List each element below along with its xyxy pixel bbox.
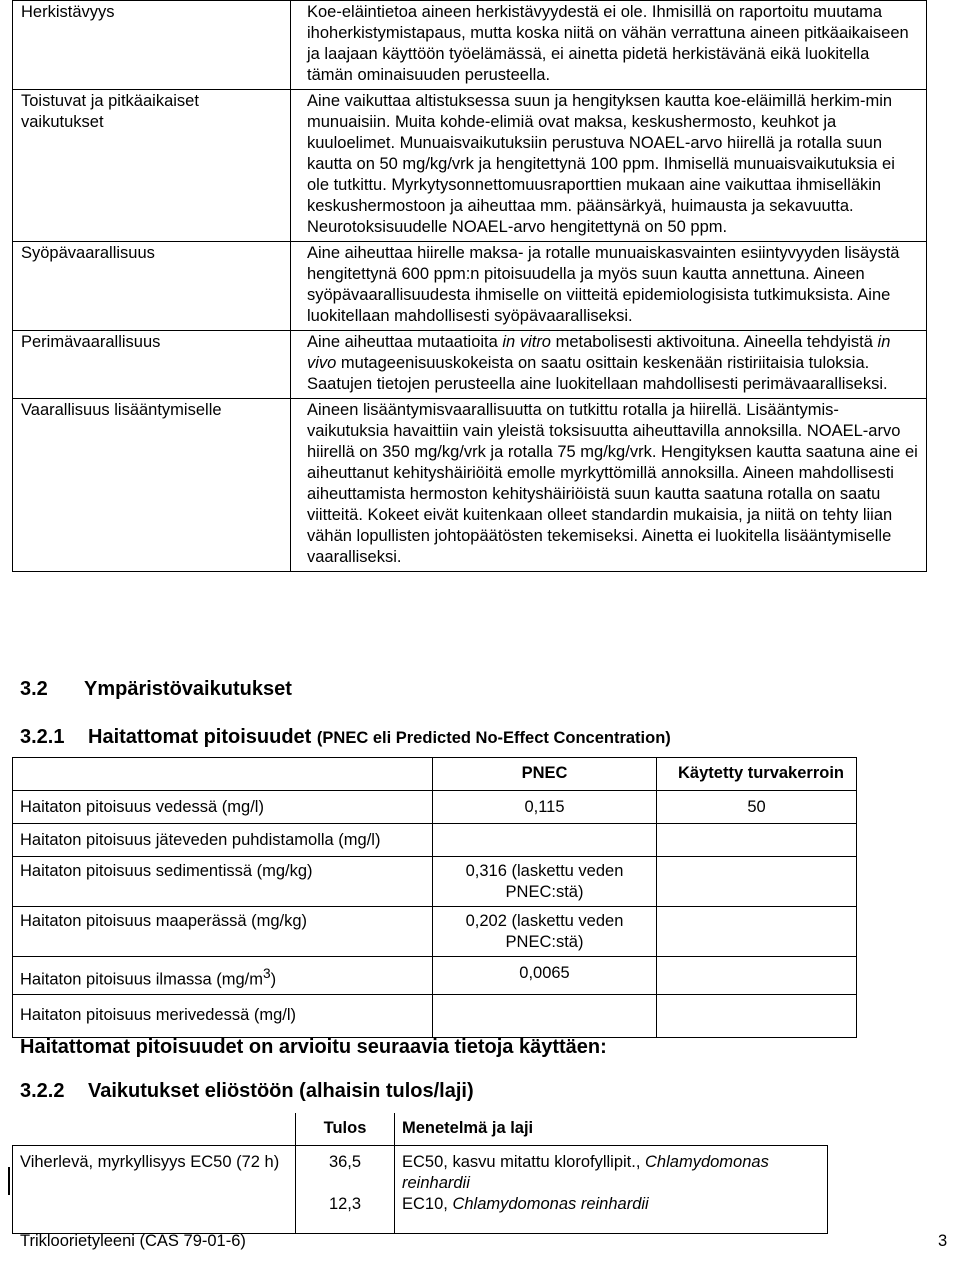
section-number: 3.2: [20, 678, 48, 700]
method-line: [402, 1152, 820, 1194]
table-header-row: [13, 1113, 828, 1145]
change-bar: [8, 1167, 10, 1195]
section-number: 3.2.2: [20, 1080, 65, 1102]
hazard-label: Vaarallisuus lisääntymiselle: [13, 399, 291, 572]
section-title: Vaikutukset eliöstöön (alhaisin tulos/laji): [88, 1080, 474, 1102]
hazard-row: [13, 90, 927, 242]
text-part: Aine aiheuttaa mutaatioita: [307, 333, 503, 351]
method-cell: [395, 1145, 828, 1233]
factor-value: [657, 824, 857, 857]
table-header-cell: Käytetty turvakerroin: [657, 758, 857, 791]
table-row: [13, 907, 857, 957]
section-number: 3.2.1: [20, 726, 65, 748]
factor-value: 50: [657, 791, 857, 824]
label-text: Haitaton pitoisuus ilmassa (mg/m: [20, 970, 264, 989]
hazard-label: Herkistävyys: [13, 1, 291, 90]
method-line: [402, 1194, 820, 1215]
hazard-text: Aine aiheuttaa hiirelle maksa- ja rotalle munuaiskasvainten esiintyvyyden lisäystä hengitettynä 600 ppm:n pitoisuudella ja myös suun kautta annettuna. Aineen syöpävaarallisuudesta ihmiselle on viitteitä epidemiologisista tutkimuksista. Aine luokitellaan mahdollisesti syöpävaaralliseksi.: [291, 242, 927, 331]
italic-term: in vivo: [307, 333, 891, 372]
sources-paragraph: Haitattomat pitoisuudet on arvioitu seuraavia tietoja käyttäen:: [20, 1036, 607, 1058]
result-values: [296, 1145, 395, 1233]
table-header-cell: Tulos: [296, 1113, 395, 1145]
factor-value: [657, 957, 857, 995]
result-value: 36,5: [328, 1152, 362, 1171]
table-row: [13, 824, 857, 857]
table-row: [13, 1145, 828, 1233]
pnec-value: 0,316 (laskettu veden PNEC:stä): [433, 857, 657, 907]
table-row: [13, 791, 857, 824]
row-label: [13, 957, 433, 995]
section-subtitle: (PNEC eli Predicted No-Effect Concentration): [316, 729, 671, 747]
factor-value: [657, 857, 857, 907]
table-header-cell: Menetelmä ja laji: [395, 1113, 828, 1145]
factor-value: [657, 994, 857, 1037]
text-part: metabolisesti aktivoituna. Aineella tehdyistä: [551, 333, 878, 351]
row-label: Haitaton pitoisuus vedessä (mg/l): [13, 791, 433, 824]
hazard-row: [13, 331, 927, 399]
hazard-table: [12, 0, 927, 572]
row-label: Viherlevä, myrkyllisyys EC50 (72 h): [13, 1145, 296, 1233]
species-name: Chlamydomonas reinhardii: [402, 1152, 769, 1192]
method-prefix: EC50, kasvu mitattu klorofyllipit.,: [402, 1152, 646, 1171]
row-label: Haitaton pitoisuus maaperässä (mg/kg): [13, 907, 433, 957]
row-label: Haitaton pitoisuus sedimentissä (mg/kg): [13, 857, 433, 907]
section-title: Haitattomat pitoisuudet: [88, 726, 312, 748]
pnec-value: 0,202 (laskettu veden PNEC:stä): [433, 907, 657, 957]
table-header-cell: PNEC: [433, 758, 657, 791]
hazard-label: Syöpävaarallisuus: [13, 242, 291, 331]
result-value: 12,3: [328, 1194, 362, 1213]
hazard-text: Aine vaikuttaa altistuksessa suun ja hengityksen kautta koe-eläimillä herkim-min munuaisiin. Muita kohde-elimiä ovat maksa, keskushermosto, keuhkot ja kuuloelimet. Munuaisvaikutuksiin perustuva NOAEL-arvo hiirellä ja rotalla suun kautta on 50 mg/kg/vrk ja hengitettynä 100 ppm. Ihmisellä munuaisvaikutuksia ei ole tutkittu. Myrkytysonnettomuusraporttien mukaan aine vaikuttaa ihmiselläkin keskushermostoon ja aiheuttaa mm. päänsärkyä, huimausta ja sekavuutta. Neurotoksisuudelle NOAEL-arvo hengitettynä on 50 ppm.: [291, 90, 927, 242]
section-heading-3-2: [20, 678, 292, 701]
pnec-value: [433, 994, 657, 1037]
row-label: Haitaton pitoisuus merivedessä (mg/l): [13, 994, 433, 1037]
hazard-label: Perimävaarallisuus: [13, 331, 291, 399]
table-row: [13, 857, 857, 907]
hazard-row: [13, 242, 927, 331]
table-header-cell: [13, 758, 433, 791]
hazard-text: Aineen lisääntymisvaarallisuutta on tutkittu rotalla ja hiirellä. Lisääntymis-vaikutuksia havaittiin vain yleistä toksisuutta aiheuttavilla annoksilla. NOAEL-arvo hiirellä on 350 mg/kg/vrk ja rotalla 75 mg/kg/vrk. Hengityksen kautta saatuna aine ei aiheuttanut kehityshäiriöitä emolle myrkyttömillä annoksilla. Aineen mahdollisesti aiheuttamista hermoston kehityshäiriöistä suun kautta saatuna rotalla on saatu viitteitä. Kokeet eivät kuitenkaan olleet standardin mukaisia, ja niitä on tehty liian vähän lopullisten johtopäätösten tekemiseksi. Ainetta ei luokitella lisääntymiselle vaaralliseksi.: [291, 399, 927, 572]
superscript: 3: [263, 966, 271, 981]
table-header-row: [13, 758, 857, 791]
section-heading-3-2-1: [20, 726, 671, 749]
table-header-cell: [13, 1113, 296, 1145]
ecotox-table: [12, 1113, 828, 1234]
hazard-text: [291, 331, 927, 399]
section-heading-3-2-2: [20, 1080, 474, 1103]
table-row: [13, 957, 857, 995]
hazard-label: Toistuvat ja pitkäaikaiset vaikutukset: [13, 90, 291, 242]
row-label: Haitaton pitoisuus jäteveden puhdistamolla (mg/l): [13, 824, 433, 857]
pnec-value: 0,0065: [433, 957, 657, 995]
section-title: Ympäristövaikutukset: [84, 678, 292, 700]
hazard-row: [13, 399, 927, 572]
italic-term: in vitro: [502, 333, 551, 351]
species-name: Chlamydomonas reinhardii: [452, 1194, 649, 1213]
pnec-value: [433, 824, 657, 857]
footer-title: Trikloorietyleeni (CAS 79-01-6): [20, 1232, 246, 1250]
page-number: 3: [938, 1232, 948, 1250]
pnec-value: 0,115: [433, 791, 657, 824]
table-row: [13, 994, 857, 1037]
factor-value: [657, 907, 857, 957]
pnec-table: [12, 757, 857, 1038]
hazard-row: [13, 1, 927, 90]
text-part: mutageenisuuskokeista on saatu osittain keskenään ristiriitaisia tuloksia. Saatujen tietojen perusteella aine luokitellaan mahdollisesti perimävaaralliseksi.: [307, 354, 888, 393]
method-prefix: EC10,: [402, 1194, 453, 1213]
label-text: ): [270, 970, 277, 989]
hazard-text: Koe-eläintietoa aineen herkistävyydestä ei ole. Ihmisillä on raportoitu muutama ihoherkistymistapaus, mutta koska niitä on vähän verrattuna aineen pitkäaikaiseen ja laajaan käyttöön työelämässä, ei ainetta pidetä herkistävänä eikä luokitella tämän ominaisuuden perusteella.: [291, 1, 927, 90]
